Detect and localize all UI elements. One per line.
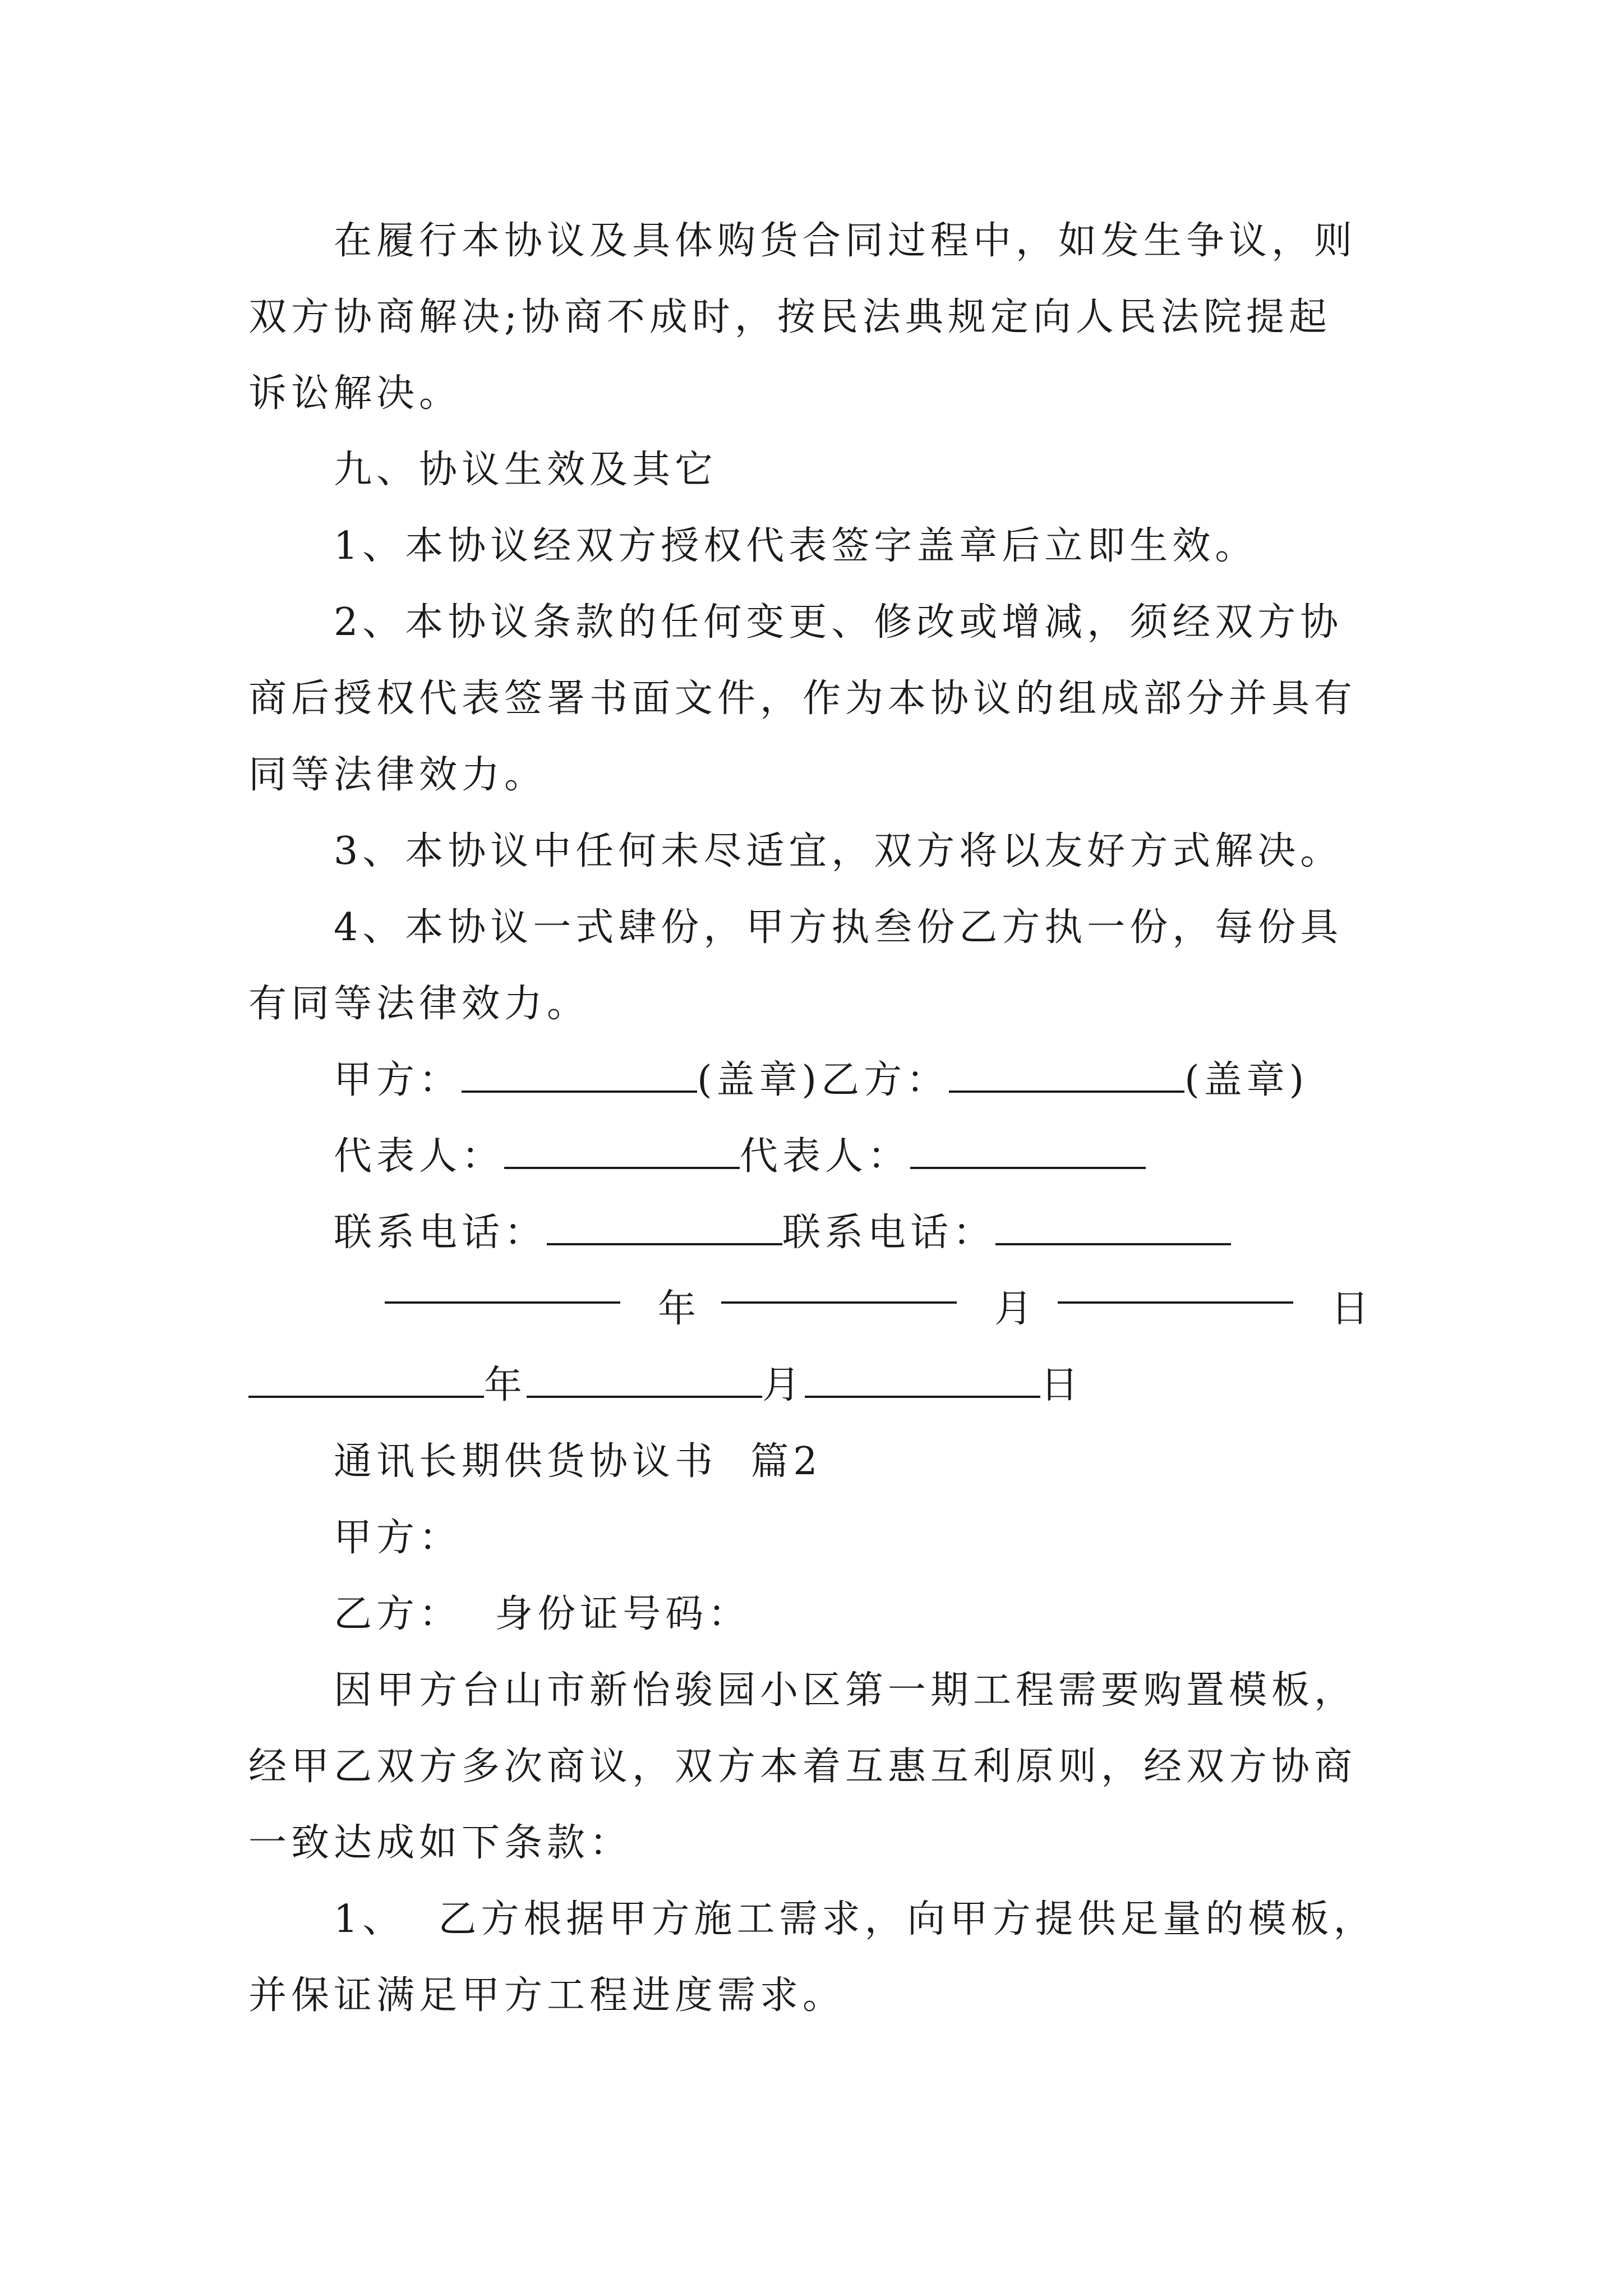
day-label: 日 <box>1331 1287 1370 1331</box>
party-b-line: 乙方： 身份证号码： <box>334 1592 751 1636</box>
day-blank <box>805 1365 1040 1398</box>
phone-a-label: 联系电话： <box>334 1211 547 1255</box>
party-a-blank <box>462 1060 697 1093</box>
rep-b-blank <box>910 1137 1146 1169</box>
section-heading: 九、协议生效及其它 <box>334 448 718 492</box>
party-b-blank <box>949 1060 1184 1093</box>
party-a-seal: (盖章) <box>697 1058 822 1102</box>
clause-item: 4、本协议一式肆份，甲方执叁份乙方执一份，每份具 <box>334 905 1343 950</box>
clause-item: 3、本协议中任何未尽适宜，双方将以友好方式解决。 <box>334 829 1343 873</box>
date-row-a <box>248 1271 1376 1347</box>
party-a-line: 甲方： <box>334 1516 462 1560</box>
clause-item: 同等法律效力。 <box>248 753 547 797</box>
clause-item: 2、本协议条款的任何变更、修改或增减，须经双方协 <box>334 600 1343 645</box>
month-blank <box>721 1271 957 1304</box>
year-blank <box>385 1271 620 1304</box>
rep-b-label: 代表人： <box>740 1134 911 1179</box>
clause-item: 有同等法律效力。 <box>248 982 590 1026</box>
signature-rep-row <box>248 1119 1376 1195</box>
party-b-seal: (盖章) <box>1184 1058 1309 1102</box>
day-blank <box>1058 1271 1293 1304</box>
year-label: 年 <box>484 1363 527 1407</box>
month-label: 月 <box>994 1287 1033 1331</box>
document-title: 通讯长期供货协议书 篇2 <box>334 1439 822 1484</box>
rep-a-label: 代表人： <box>334 1134 505 1179</box>
clause-item: 1、 乙方根据甲方施工需求，向甲方提供足量的模板， <box>334 1897 1376 1941</box>
clause-item: 并保证满足甲方工程进度需求。 <box>248 1973 846 2018</box>
year-label: 年 <box>658 1287 697 1331</box>
paragraph-line: 双方协商解决;协商不成时，按民法典规定向人民法院提起 <box>248 295 1331 339</box>
day-label: 日 <box>1040 1363 1083 1407</box>
rep-a-blank <box>504 1137 740 1169</box>
party-a-label: 甲方： <box>334 1058 462 1102</box>
signature-phone-row <box>248 1195 1376 1271</box>
clause-item: 1、本协议经双方授权代表签字盖章后立即生效。 <box>334 524 1258 568</box>
paragraph-line: 在履行本协议及具体购货合同过程中，如发生争议，则 <box>334 219 1357 263</box>
signature-party-row <box>248 1042 1376 1119</box>
paragraph-line: 经甲乙双方多次商议，双方本着互惠互利原则，经双方协商 <box>248 1745 1357 1789</box>
paragraph-line: 一致达成如下条款： <box>248 1821 633 1865</box>
party-b-label: 乙方： <box>821 1058 949 1102</box>
phone-b-blank <box>995 1213 1231 1245</box>
paragraph-line: 诉讼解决。 <box>248 371 462 416</box>
phone-a-blank <box>547 1213 782 1245</box>
year-blank <box>248 1365 484 1398</box>
month-label: 月 <box>762 1363 805 1407</box>
clause-item: 商后授权代表签署书面文件，作为本协议的组成部分并具有 <box>248 677 1357 721</box>
document-body <box>248 203 1376 2034</box>
paragraph-line: 因甲方台山市新怡骏园小区第一期工程需要购置模板， <box>334 1668 1357 1713</box>
month-blank <box>527 1365 762 1398</box>
date-row-b <box>248 1347 1376 1424</box>
phone-b-label: 联系电话： <box>782 1211 996 1255</box>
